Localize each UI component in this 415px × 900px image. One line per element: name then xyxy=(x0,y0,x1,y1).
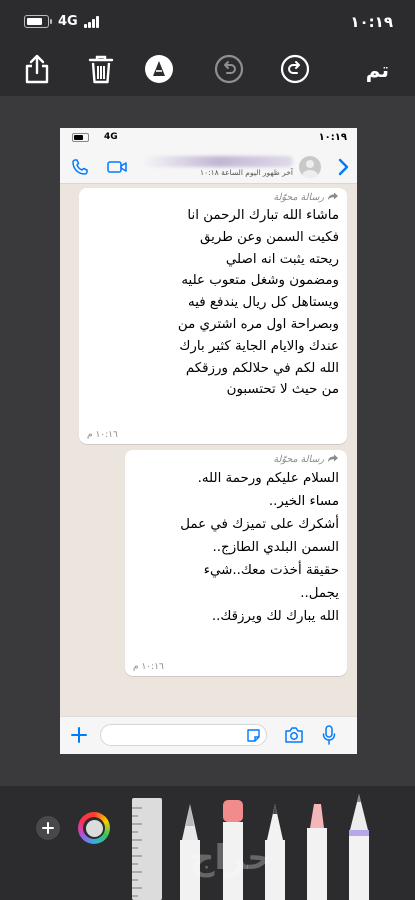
message-time: ١٠:١٦ م xyxy=(133,662,164,672)
network-label: 4G xyxy=(58,14,78,29)
highlighter-tool[interactable] xyxy=(304,798,330,900)
inner-status-time: ١٠:١٩ xyxy=(318,132,347,143)
forward-arrow-icon xyxy=(327,453,339,466)
message-text: السلام عليكم ورحمة الله. مساء الخير.. أشكرك على تميزك في عمل السمن البلدي الطازج.. حقيقة أخذت معك..شيء يجمل.. الله يبارك لك ويرزقك.. xyxy=(180,471,339,624)
done-button[interactable]: تم xyxy=(365,58,389,82)
message-field xyxy=(100,724,267,746)
inner-status-bar xyxy=(60,128,357,150)
video-call-icon xyxy=(106,157,126,177)
pencil-tool[interactable] xyxy=(346,790,372,900)
trash-icon[interactable] xyxy=(84,52,118,86)
redacted-name xyxy=(143,156,293,167)
add-tool-button[interactable] xyxy=(36,816,60,840)
forwarded-label: رسالة محوّلة xyxy=(125,450,347,466)
message-input-bar xyxy=(60,716,357,754)
status-bar xyxy=(0,0,415,44)
message-bubble xyxy=(79,188,347,444)
watermark: حراج xyxy=(190,838,272,878)
microphone-icon xyxy=(322,725,336,749)
message-text: ماشاء الله تبارك الرحمن انا فكيت السمن وعن طريق ريحته يثبت انه اصلي ومضمون وشغل متعوب عليه ويستاهل كل ريال يندفع فيه وبصراحة اول مره اشتري من عندك والايام الجاية كثير بارك الله لكم في حلالكم ورزقكم من حيث لا تحتسبون xyxy=(177,208,339,398)
color-picker-button[interactable] xyxy=(78,812,110,844)
message-bubble xyxy=(125,450,347,676)
ruler-tool[interactable] xyxy=(132,798,162,900)
status-time: ١٠:١٩ xyxy=(350,13,393,31)
forwarded-label: رسالة محوّلة xyxy=(79,188,347,204)
inner-network-label: 4G xyxy=(104,132,118,142)
undo-icon[interactable] xyxy=(212,52,246,86)
inner-battery-icon xyxy=(72,133,89,142)
back-chevron-icon xyxy=(333,157,353,177)
avatar xyxy=(299,156,321,178)
screenshot-image xyxy=(60,128,357,754)
share-icon[interactable] xyxy=(20,52,54,86)
phone-icon xyxy=(70,157,90,177)
markup-pen-icon[interactable] xyxy=(142,52,176,86)
message-time: ١٠:١٦ م xyxy=(87,430,118,440)
plus-icon xyxy=(70,726,88,748)
markup-canvas[interactable] xyxy=(0,96,415,786)
redo-icon[interactable] xyxy=(278,52,312,86)
forward-arrow-icon xyxy=(327,191,339,204)
signal-icon xyxy=(84,16,100,28)
markup-toolbar xyxy=(0,44,415,96)
battery-icon xyxy=(24,15,49,28)
sticker-icon xyxy=(246,728,261,747)
camera-icon xyxy=(284,726,304,748)
last-seen-text: آخر ظهور اليوم الساعة ١٠:١٨ xyxy=(200,168,293,177)
chat-header xyxy=(60,150,357,184)
